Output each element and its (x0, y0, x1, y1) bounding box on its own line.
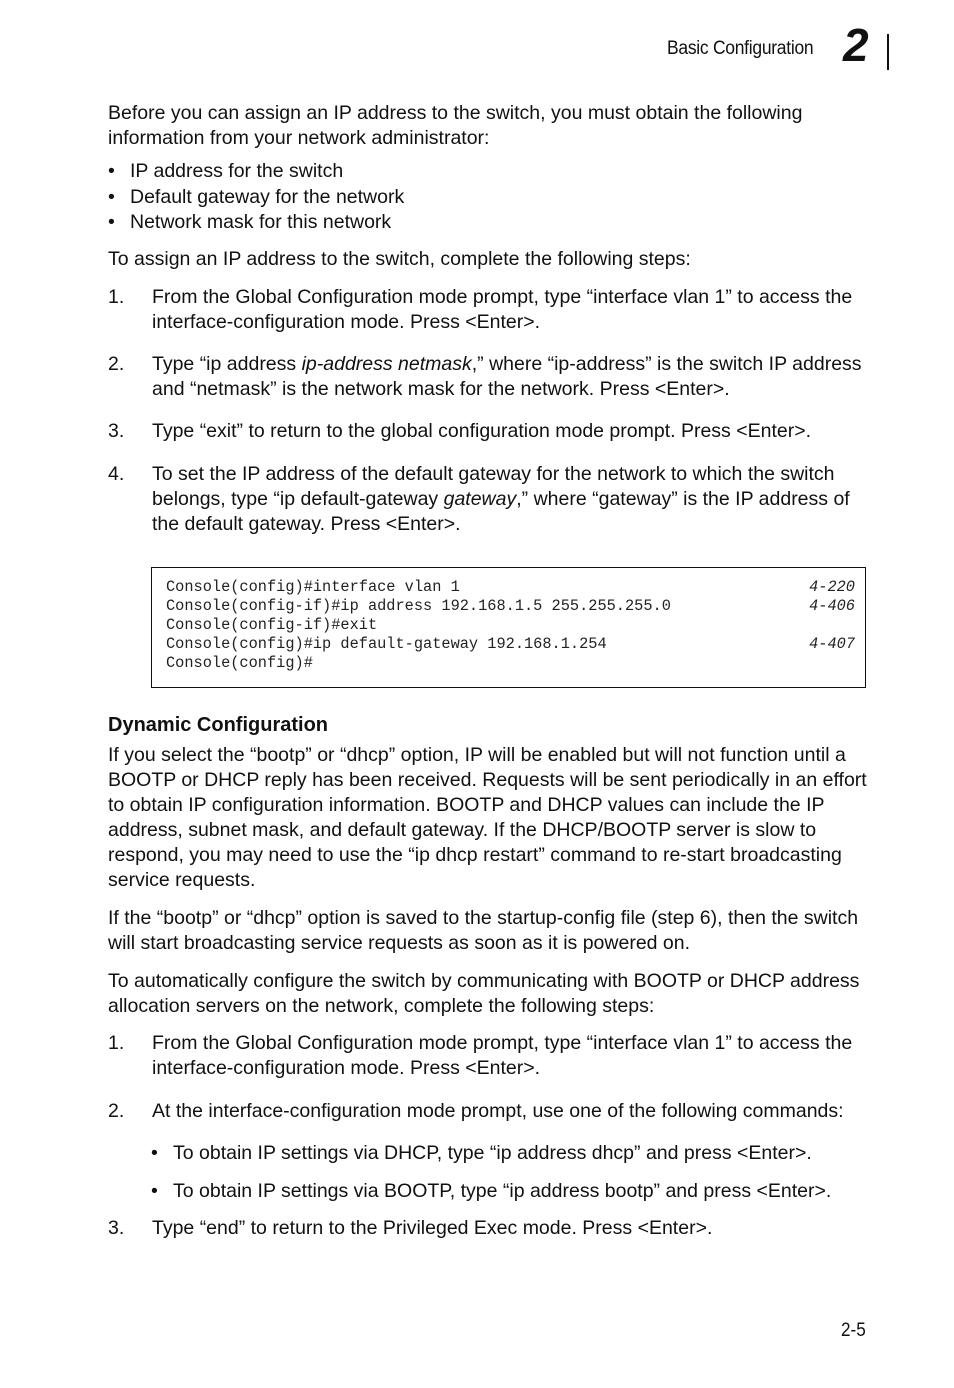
step-text: To set the IP address of the default gateway for the network to which the switch belongs, type “ip default-gateway gateway,” where “gateway” is the IP address of the default gateway. Press <Enter>. (152, 463, 850, 535)
list-item: • Default gateway for the network (108, 186, 405, 208)
section-heading: Dynamic Configuration (108, 714, 329, 736)
step-text: Type “ip address ip-address netmask,” where “ip-address” is the switch IP address and “netmask” is the network mask for the network. Press <Enter>. (152, 353, 862, 400)
step-number: 1. (108, 286, 125, 308)
dynamic-paragraph-3: To automatically configure the switch by communicating with BOOTP or DHCP address allocation servers on the network, complete the following steps: (108, 970, 860, 1017)
step-number: 3. (108, 420, 125, 442)
code-example-box (151, 567, 866, 688)
code-line: Console(config-if)#ip address 192.168.1.5 255.255.255.0 4-406 (166, 597, 855, 615)
sub-list-item: • To obtain IP settings via DHCP, type “ip address dhcp” and press <Enter>. (151, 1142, 812, 1164)
command-reference: 4-407 (809, 635, 855, 653)
step-text: From the Global Configuration mode prompt, type “interface vlan 1” to access the interface-configuration mode. Press <Enter>. (152, 286, 853, 333)
running-header-title: Basic Configuration (667, 38, 814, 59)
list-item: • IP address for the switch (108, 160, 344, 182)
command-reference: 4-406 (809, 597, 855, 615)
command-reference: 4-220 (809, 578, 855, 596)
step-text: Type “end” to return to the Privileged Exec mode. Press <Enter>. (152, 1217, 713, 1239)
step-text: From the Global Configuration mode prompt, type “interface vlan 1” to access the interface-configuration mode. Press <Enter>. (152, 1032, 853, 1079)
step-number: 4. (108, 463, 125, 485)
step-number: 3. (108, 1217, 125, 1239)
chapter-number: 2 (843, 19, 868, 71)
list-item: • Network mask for this network (108, 211, 392, 233)
intro-paragraph: Before you can assign an IP address to the switch, you must obtain the following information from your network administrator: (108, 102, 803, 149)
code-line: Console(config)#ip default-gateway 192.168.1.254 4-407 (166, 635, 855, 653)
step-text: At the interface-configuration mode prompt, use one of the following commands: (152, 1100, 844, 1122)
step-text: Type “exit” to return to the global configuration mode prompt. Press <Enter>. (152, 420, 812, 442)
dynamic-paragraph-1: If you select the “bootp” or “dhcp” option, IP will be enabled but will not function until a BOOTP or DHCP reply has been received. Requests will be sent periodically in an effort to obtain IP configuration information. BOOTP and DHCP values can include the IP address, subnet mask, and default gateway. If the DHCP/BOOTP server is slow to respond, you may need to use the “ip dhcp restart” command to re-start broadcasting service requests. (108, 744, 867, 891)
code-line: Console(config-if)#exit (166, 616, 378, 634)
step-number: 2. (108, 1100, 125, 1122)
step-number: 2. (108, 353, 125, 375)
dynamic-paragraph-2: If the “bootp” or “dhcp” option is saved to the startup-config file (step 6), then the switch will start broadcasting service requests as soon as it is powered on. (108, 907, 859, 954)
code-line: Console(config)# (166, 654, 313, 672)
step-number: 1. (108, 1032, 125, 1054)
code-line: Console(config)#interface vlan 1 4-220 (166, 578, 855, 596)
sub-list-item: • To obtain IP settings via BOOTP, type “ip address bootp” and press <Enter>. (151, 1180, 832, 1202)
static-lead-paragraph: To assign an IP address to the switch, complete the following steps: (108, 248, 691, 270)
chapter-rule (887, 34, 889, 70)
page-number: 2-5 (841, 1320, 866, 1341)
